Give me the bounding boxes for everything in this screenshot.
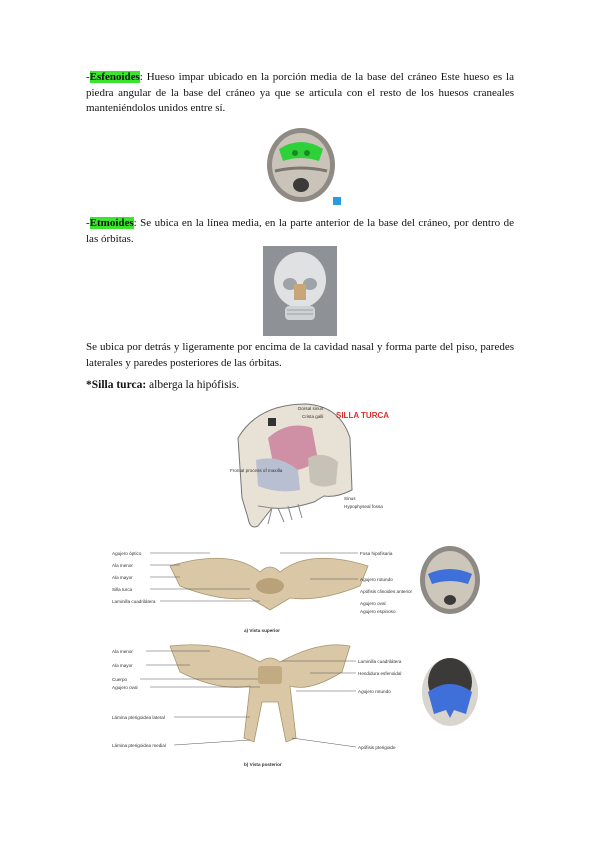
callout-silla: SILLA TURCA xyxy=(336,411,390,420)
skull-label: Hypophyseal fossa xyxy=(344,504,383,509)
label: Ala mayor xyxy=(112,663,133,668)
sagittal-skull-image xyxy=(228,398,390,534)
skull-front-image xyxy=(263,246,337,336)
label: Laminilla cuadrilátera xyxy=(358,659,402,664)
label: Ala mayor xyxy=(112,575,133,580)
paragraph-etmoides xyxy=(86,216,514,247)
label: Agujero oval xyxy=(360,601,386,606)
label: Hendidura esfenoidal xyxy=(358,671,402,676)
paragraph-silla-turca xyxy=(86,378,514,394)
etmoides-text: : Se ubica en la línea media, en la parte anterior de la base del cráneo, por dentro de las órbitas. xyxy=(86,217,514,245)
label: Fosa hipofisaria xyxy=(360,551,393,556)
skull-label: Dorsal sinus xyxy=(298,406,324,411)
label: Lámina pterigoidea medial xyxy=(112,743,166,748)
term-silla-turca: *Silla turca: xyxy=(86,379,147,391)
skull-base-image xyxy=(263,127,343,207)
label: Agujero óptico xyxy=(112,551,142,556)
caption-top: a) Vista superior xyxy=(244,628,280,633)
sphenoid-diagram xyxy=(110,542,490,774)
paragraph-esfenoides xyxy=(86,70,514,117)
paragraph-ubicacion: Se ubica por detrás y ligeramente por encima de la cavidad nasal y forma parte del piso, paredes laterales y paredes posteriores de las órbitas. xyxy=(86,341,514,369)
skull-label: Crista galli xyxy=(302,414,324,419)
label: Silla turca xyxy=(112,587,133,592)
caption-bottom: b) Vista posterior xyxy=(244,762,282,767)
label: Laminilla cuadrilátera xyxy=(112,599,156,604)
bullet-dash: - xyxy=(86,217,90,229)
esfenoides-text: : Hueso impar ubicado en la porción media de la base del cráneo Este hueso es la piedra angular de la base del cráneo ya que se articula con el resto de los huesos craneales manteniéndolos unidos entre sí. xyxy=(86,71,514,114)
label: Apófisis clinoides anterior xyxy=(360,589,413,594)
label: Agujero espinoso xyxy=(360,609,396,614)
silla-turca-text: alberga la hipófisis. xyxy=(146,379,240,391)
skull-label: Frontal process of maxilla xyxy=(230,468,283,473)
label: Agujero rotundo xyxy=(358,689,391,694)
bullet-dash: - xyxy=(86,71,90,83)
skull-label: Sinus xyxy=(344,496,356,501)
term-etmoides: Etmoides xyxy=(89,217,134,229)
label: Ala menor xyxy=(112,563,133,568)
label: Cuerpo xyxy=(112,677,128,682)
label: Lámina pterigoidea lateral xyxy=(112,715,165,720)
label: Agujero rotundo xyxy=(360,577,393,582)
label: Ala menor xyxy=(112,649,133,654)
label: Apófisis pterigoide xyxy=(358,745,396,750)
label: Agujero oval xyxy=(112,685,138,690)
term-esfenoides: Esfenoides xyxy=(89,71,140,83)
